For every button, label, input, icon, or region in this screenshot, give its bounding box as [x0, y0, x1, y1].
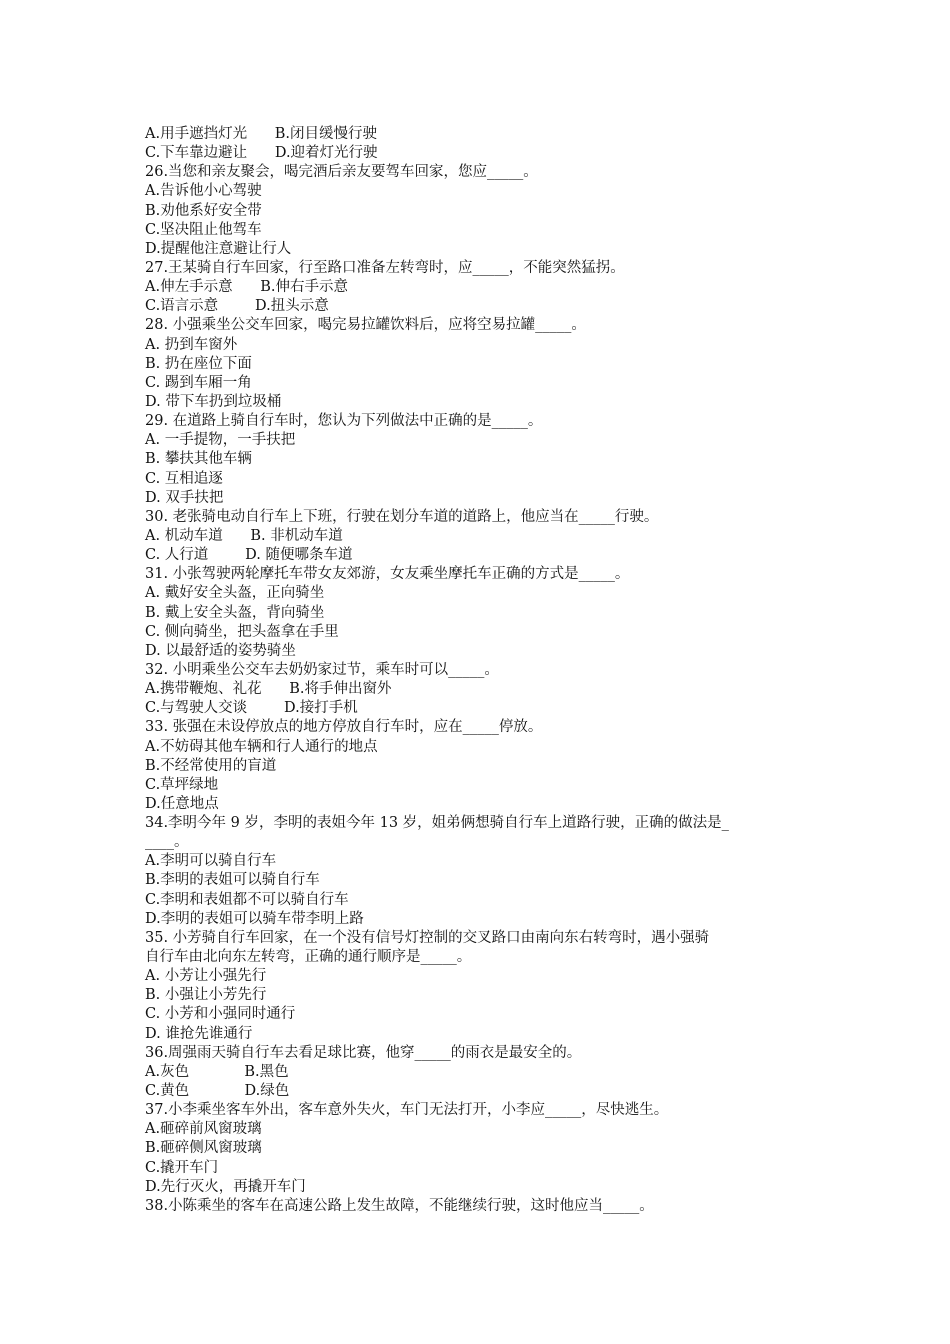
text-line: A.用手遮挡灯光 B.闭目缓慢行驶 [145, 126, 377, 142]
text-line: 31. 小张驾驶两轮摩托车带女友郊游，女友乘坐摩托车正确的方式是_____。 [145, 566, 630, 583]
question-text-block [145, 125, 815, 1216]
text-line: B. 戴上安全头盔，背向骑坐 [145, 604, 325, 621]
text-line: B. 攀扶其他车辆 [145, 451, 252, 468]
text-line: C.坚决阻止他驾车 [145, 221, 262, 238]
text-line: B.劝他系好安全带 [145, 202, 262, 219]
text-line: A. 扔到车窗外 [145, 336, 238, 353]
text-line: A.砸碎前风窗玻璃 [145, 1121, 262, 1138]
text-line: C. 侧向骑坐，把头盔拿在手里 [145, 623, 339, 640]
text-line: A.携带鞭炮、礼花 B.将手伸出窗外 [145, 681, 392, 698]
text-line: B.李明的表姐可以骑自行车 [145, 872, 320, 889]
text-line: C. 小芳和小强同时通行 [145, 1006, 296, 1023]
text-line: B.不经常使用的盲道 [145, 757, 277, 774]
text-line: A. 一手提物，一手扶把 [145, 432, 296, 449]
text-line: C. 踢到车厢一角 [145, 374, 252, 391]
text-line: C.黄色 D.绿色 [145, 1083, 290, 1100]
text-line: A.告诉他小心驾驶 [145, 183, 262, 200]
text-line: B. 扔在座位下面 [145, 355, 252, 372]
text-line: D. 双手扶把 [145, 489, 224, 506]
text-line: A. 小芳让小强先行 [145, 968, 267, 985]
text-line: 36.周强雨天骑自行车去看足球比赛，他穿_____的雨衣是最安全的。 [145, 1044, 582, 1061]
text-line: 27.王某骑自行车回家，行至路口准备左转弯时，应_____，不能突然猛拐。 [145, 259, 625, 276]
text-line: C.草坪绿地 [145, 776, 219, 793]
text-line: C.下车靠边避让 D.迎着灯光行驶 [145, 145, 378, 162]
text-line: 35. 小芳骑自行车回家，在一个没有信号灯控制的交叉路口由南向东右转弯时，遇小强骑 [145, 929, 710, 946]
text-line: C. 互相追逐 [145, 470, 223, 487]
text-line: A. 戴好安全头盔，正向骑坐 [145, 585, 325, 602]
text-line: A.不妨碍其他车辆和行人通行的地点 [145, 738, 378, 755]
text-line: 28. 小强乘坐公交车回家，喝完易拉罐饮料后，应将空易拉罐_____。 [145, 317, 586, 334]
text-line: 自行车由北向东左转弯，正确的通行顺序是_____。 [145, 949, 472, 966]
text-line: D.李明的表姐可以骑车带李明上路 [145, 910, 364, 927]
text-line: 33. 张强在未设停放点的地方停放自行车时，应在_____停放。 [145, 719, 543, 736]
text-line: C.语言示意 D.扭头示意 [145, 298, 329, 315]
text-line: 37.小李乘坐客车外出，客车意外失火，车门无法打开，小李应_____，尽快逃生。 [145, 1102, 669, 1119]
text-line: D. 谁抢先谁通行 [145, 1025, 253, 1042]
text-line: A.伸左手示意 B.伸右手示意 [145, 279, 348, 296]
text-line: 30. 老张骑电动自行车上下班，行驶在划分车道的道路上，他应当在_____行驶。 [145, 508, 659, 525]
text-line: D.任意地点 [145, 795, 219, 812]
text-line: 38.小陈乘坐的客车在高速公路上发生故障，不能继续行驶，这时他应当_____。 [145, 1197, 654, 1214]
text-line: A.灰色 B.黑色 [145, 1063, 289, 1080]
text-line: B. 小强让小芳先行 [145, 987, 267, 1004]
text-line: 29. 在道路上骑自行车时，您认为下列做法中正确的是_____。 [145, 413, 543, 430]
text-line: 32. 小明乘坐公交车去奶奶家过节，乘车时可以_____。 [145, 661, 499, 678]
text-line: C.撬开车门 [145, 1159, 219, 1176]
text-line: C.李明和表姐都不可以骑自行车 [145, 891, 349, 908]
text-line: A.李明可以骑自行车 [145, 853, 277, 870]
text-line: 26.当您和亲友聚会，喝完酒后亲友要驾车回家，您应_____。 [145, 164, 538, 181]
text-line: D. 以最舒适的姿势骑坐 [145, 642, 296, 659]
text-line: B.砸碎侧风窗玻璃 [145, 1140, 262, 1157]
text-line: D.先行灭火，再撬开车门 [145, 1178, 306, 1195]
text-line: A. 机动车道 B. 非机动车道 [145, 527, 343, 544]
text-line: C.与驾驶人交谈 D.接打手机 [145, 700, 358, 717]
text-line: C. 人行道 D. 随便哪条车道 [145, 547, 353, 564]
text-line: D.提醒他注意避让行人 [145, 240, 292, 257]
text-line: ____。 [145, 834, 189, 851]
text-line: 34.李明今年 9 岁，李明的表姐今年 13 岁，姐弟俩想骑自行车上道路行驶，正确的做法是_ [145, 815, 729, 832]
text-line: D. 带下车扔到垃圾桶 [145, 393, 282, 410]
